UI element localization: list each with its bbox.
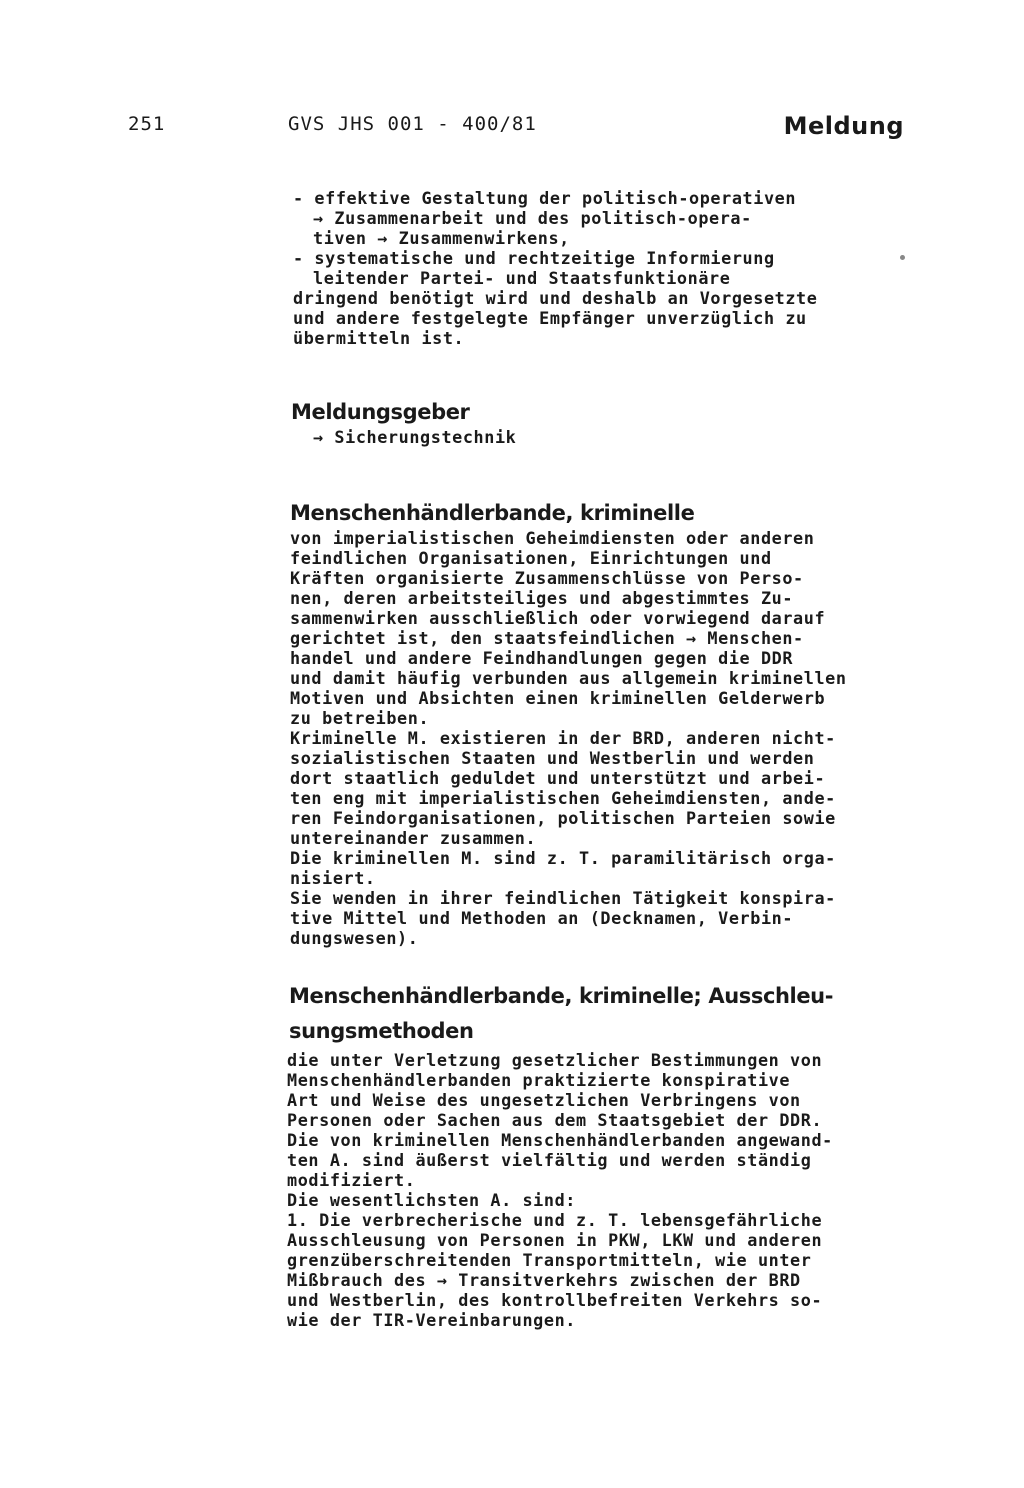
entry-line: zu betreiben. xyxy=(290,708,430,728)
document-reference: GVS JHS 001 - 400/81 xyxy=(288,113,537,135)
entry-line: ten A. sind äußerst vielfältig und werden ständig xyxy=(287,1150,812,1170)
entry-line: Motiven und Absichten einen kriminellen Gelderwerb xyxy=(290,688,826,708)
entry-line: Mißbrauch des → Transitverkehrs zwischen der BRD xyxy=(287,1270,801,1290)
entry-line: Kräften organisierte Zusammenschlüsse von Perso- xyxy=(290,568,804,588)
entry-line: Die von kriminellen Menschenhändlerbanden angewand- xyxy=(287,1130,833,1150)
entry-line: dungswesen). xyxy=(290,928,419,948)
entry-line: Kriminelle M. existieren in der BRD, anderen nicht- xyxy=(290,728,836,748)
cross-reference: → Sicherungstechnik xyxy=(313,427,517,447)
entry-line: ren Feindorganisationen, politischen Parteien sowie xyxy=(290,808,836,828)
entry-line: sozialistischen Staaten und Westberlin und werden xyxy=(290,748,815,768)
entry-heading-meldungsgeber: Meldungsgeber xyxy=(291,400,470,424)
entry-line: ten eng mit imperialistischen Geheimdiensten, ande- xyxy=(290,788,836,808)
entry-line: Die kriminellen M. sind z. T. paramilitärisch orga- xyxy=(290,848,836,868)
entry-line: Sie wenden in ihrer feindlichen Tätigkeit konspira- xyxy=(290,888,836,908)
entry-line: nen, deren arbeitsteiliges und abgestimmtes Zu- xyxy=(290,588,794,608)
intro-line: - systematische und rechtzeitige Informierung xyxy=(293,248,775,268)
intro-line: → Zusammenarbeit und des politisch-opera- xyxy=(313,208,752,228)
entry-line: dort staatlich geduldet und unterstützt und arbei- xyxy=(290,768,826,788)
entry-line: wie der TIR-Vereinbarungen. xyxy=(287,1310,576,1330)
entry-line: und Westberlin, des kontrollbefreiten Verkehrs so- xyxy=(287,1290,823,1310)
entry-line: untereinander zusammen. xyxy=(290,828,537,848)
entry-line: Die wesentlichsten A. sind: xyxy=(287,1190,576,1210)
intro-line: tiven → Zusammenwirkens, xyxy=(313,228,570,248)
intro-line: dringend benötigt wird und deshalb an Vorgesetzte xyxy=(293,288,818,308)
intro-line: übermitteln ist. xyxy=(293,328,465,348)
entry-line: gerichtet ist, den staatsfeindlichen → Menschen- xyxy=(290,628,804,648)
entry-line: sammenwirken ausschließlich oder vorwiegend darauf xyxy=(290,608,826,628)
entry-heading-menschenhaendlerbande: Menschenhändlerbande, kriminelle xyxy=(290,501,695,525)
entry-line: Art und Weise des ungesetzlichen Verbringens von xyxy=(287,1090,801,1110)
entry-line: handel und andere Feindhandlungen gegen die DDR xyxy=(290,648,794,668)
entry-heading-ausschleusungsmethoden: Menschenhändlerbande, kriminelle; Ausschleu- xyxy=(289,984,834,1008)
entry-line: Ausschleusung von Personen in PKW, LKW und anderen xyxy=(287,1230,823,1250)
entry-line: Personen oder Sachen aus dem Staatsgebiet der DDR. xyxy=(287,1110,823,1130)
intro-line: - effektive Gestaltung der politisch-operativen xyxy=(293,188,797,208)
intro-line: und andere festgelegte Empfänger unverzüglich zu xyxy=(293,308,807,328)
entry-line: modifiziert. xyxy=(287,1170,416,1190)
entry-line: feindlichen Organisationen, Einrichtungen und xyxy=(290,548,772,568)
entry-line: die unter Verletzung gesetzlicher Bestimmungen von xyxy=(287,1050,823,1070)
entry-line: nisiert. xyxy=(290,868,376,888)
entry-line: tive Mittel und Methoden an (Decknamen, Verbin- xyxy=(290,908,794,928)
entry-line: Menschenhändlerbanden praktizierte konspirative xyxy=(287,1070,791,1090)
entry-line: grenzüberschreitenden Transportmitteln, wie unter xyxy=(287,1250,812,1270)
entry-line: 1. Die verbrecherische und z. T. lebensgefährliche xyxy=(287,1210,823,1230)
entry-line: von imperialistischen Geheimdiensten oder anderen xyxy=(290,528,815,548)
page-number: 251 xyxy=(128,113,166,135)
entry-line: und damit häufig verbunden aus allgemein kriminellen xyxy=(290,668,847,688)
intro-line: leitender Partei- und Staatsfunktionäre xyxy=(313,268,731,288)
running-keyword: Meldung xyxy=(783,112,904,140)
entry-heading-ausschleusungsmethoden-cont: sungsmethoden xyxy=(289,1019,474,1043)
